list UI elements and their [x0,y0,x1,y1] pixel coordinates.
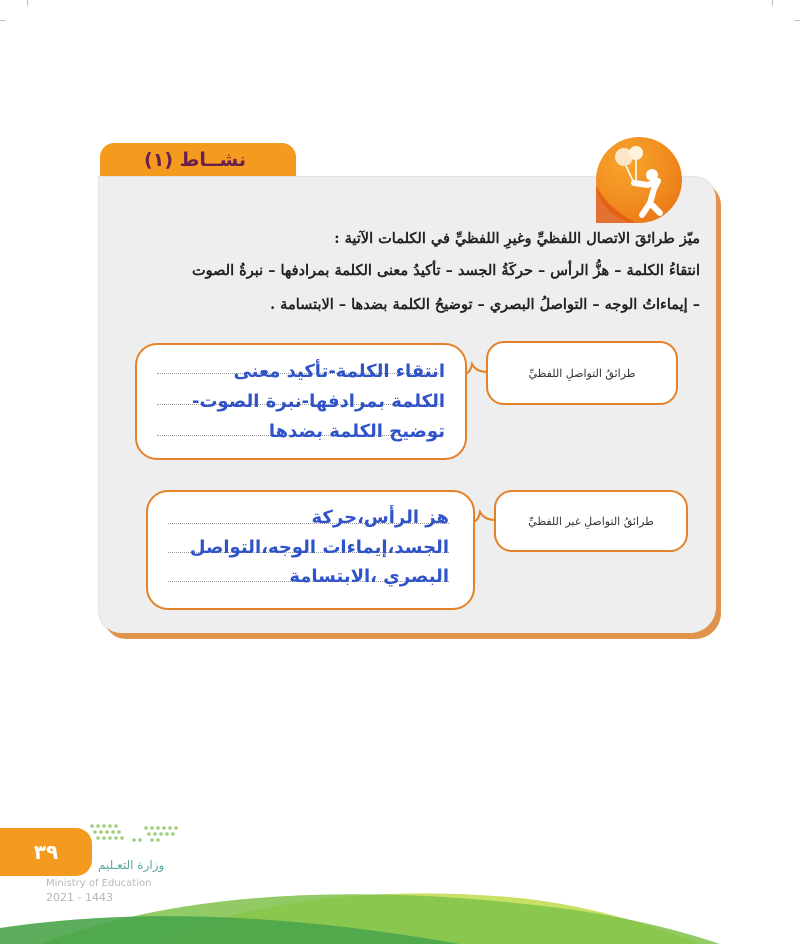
verbal-methods-label-box [486,341,678,405]
verbal-connector [464,360,490,384]
edition-year: 2021 - 1443 [46,891,113,904]
page-number: ٣٩ [33,840,59,864]
ministry-name-arabic: وزارة التعـليم [98,858,165,872]
crop-mark-left [0,20,6,21]
crop-mark-left-v [27,0,28,6]
verbal-answer-line-2: الكلمة بمرادفها-نبرة الصوت- [191,391,445,412]
crop-mark-right-v [772,0,773,6]
activity-title: نشــاط (١) [144,149,246,171]
ministry-name-english: Ministry of Education [46,878,152,889]
crop-mark-right [794,20,800,21]
verbal-answer-box [135,343,467,460]
instruction-line-2: انتقاءُ الكلمة – هزُّ الرأس – حركَةُ الجسد – تأكيدُ معنى الكلمة بمرادفها – نبرةُ الصوت [191,262,700,279]
verbal-methods-label: طرائقُ التواصلِ اللفظيِّ [528,366,636,380]
nonverbal-answer-line-2: الجسد،إيماءات الوجه،التواصل [189,537,449,558]
balloon-child-icon [596,137,682,223]
ministry-logo-icon [86,818,186,854]
nonverbal-methods-label: طرائقُ التواصلِ غير اللفظيِّ [528,514,654,528]
nonverbal-answer-box [146,490,475,610]
verbal-answer-line-1: انتقاء الكلمة-تأكيد معنى [233,361,445,382]
nonverbal-methods-label-box [494,490,688,552]
nonverbal-answer-line-1: هز الرأس،حركة [311,507,449,528]
instruction-line-1: ميّز طرائقَ الاتصال اللفظيِّ وغيرِ اللفظيِّ في الكلمات الآتية : [334,230,700,247]
nonverbal-answer-line-3: البصري ،الابتسامة [289,566,449,587]
instruction-line-3: – إيماءاتُ الوجه – التواصلُ البصري – توضيحُ الكلمة بضدها – الابتسامة . [270,296,700,313]
nonverbal-connector [472,508,498,532]
verbal-answer-line-3: توضيح الكلمة بضدها [268,421,445,442]
